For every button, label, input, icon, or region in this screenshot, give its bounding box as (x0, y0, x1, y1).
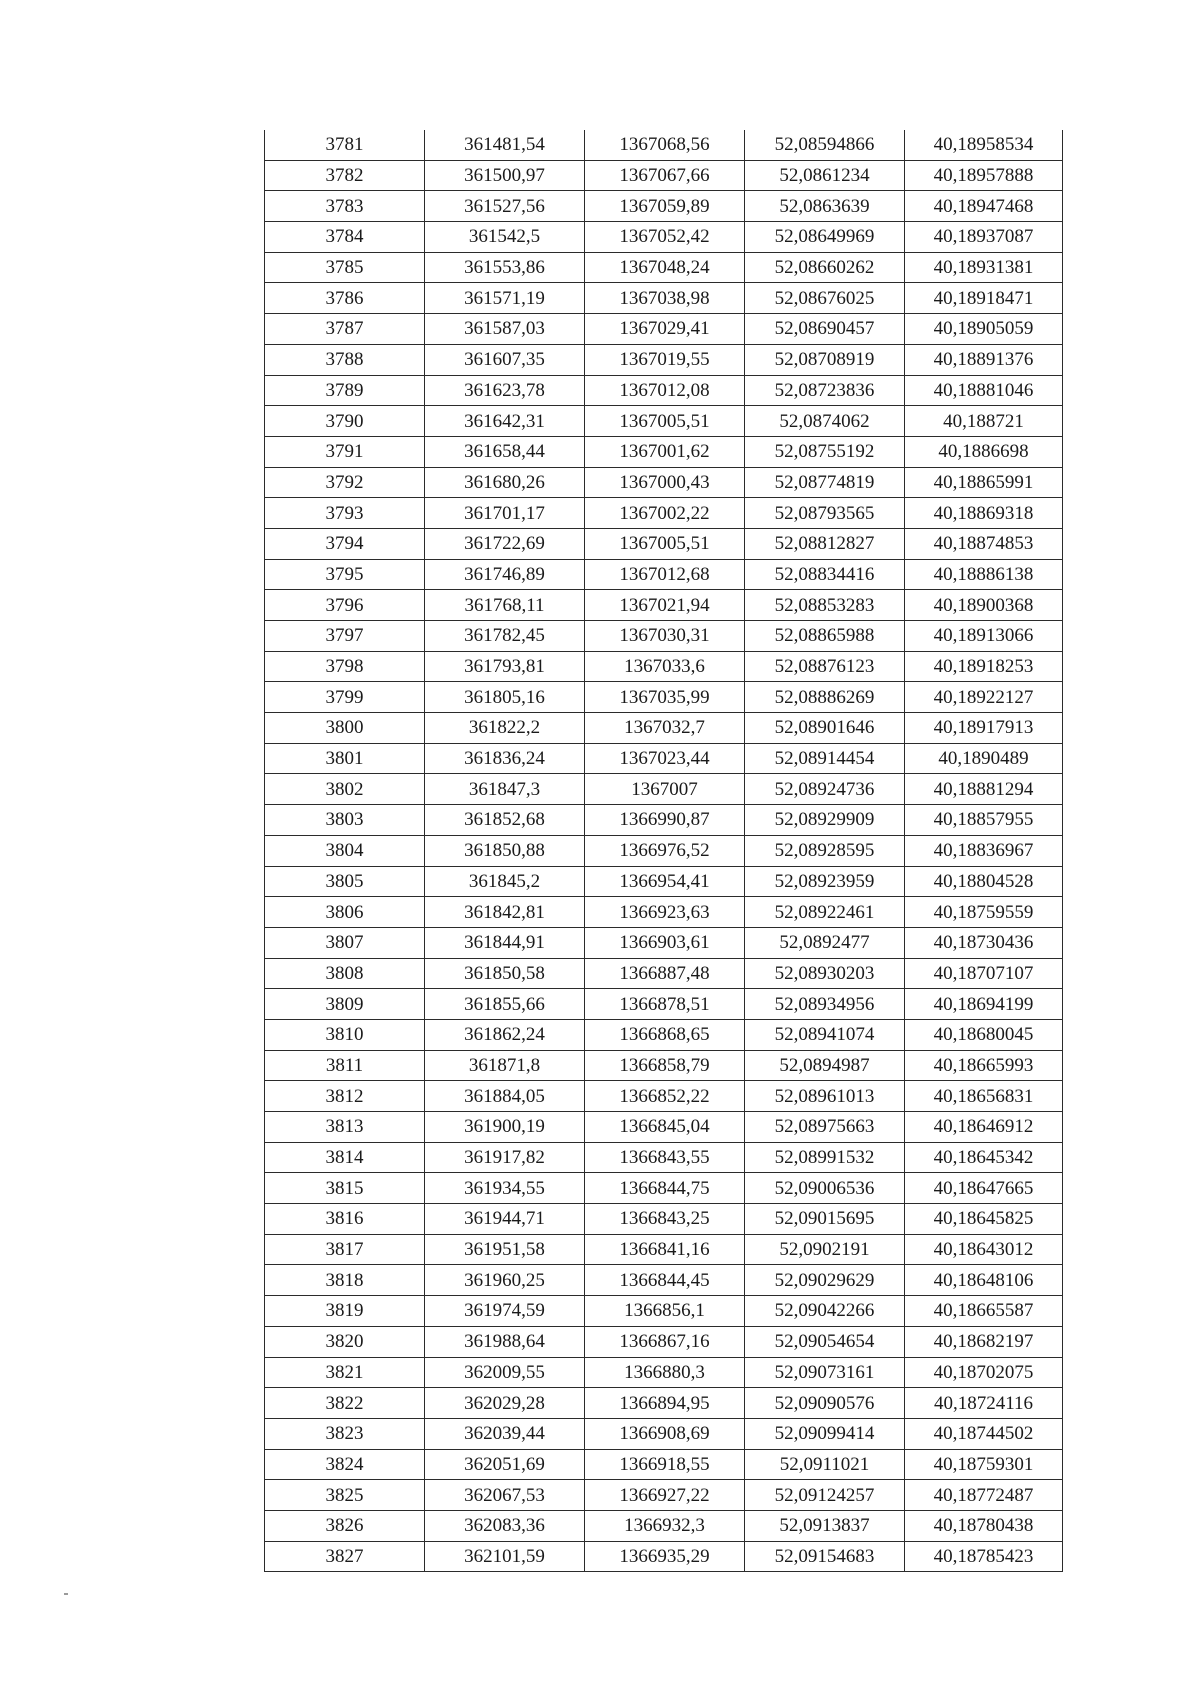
table-row (265, 713, 1063, 744)
point-number-cell: 3792 (265, 467, 425, 498)
point-number-cell: 3808 (265, 958, 425, 989)
longitude-cell: 40,18694199 (905, 989, 1063, 1020)
x-coordinate-cell: 361855,66 (425, 989, 585, 1020)
point-number-cell: 3800 (265, 713, 425, 744)
y-coordinate-cell: 1367032,7 (585, 713, 745, 744)
point-number-cell: 3818 (265, 1265, 425, 1296)
x-coordinate-cell: 362067,53 (425, 1480, 585, 1511)
table-row (265, 314, 1063, 345)
y-coordinate-cell: 1367002,22 (585, 498, 745, 529)
longitude-cell: 40,18905059 (905, 314, 1063, 345)
point-number-cell: 3795 (265, 559, 425, 590)
y-coordinate-cell: 1367068,56 (585, 130, 745, 160)
y-coordinate-cell: 1367030,31 (585, 621, 745, 652)
table-row (265, 283, 1063, 314)
x-coordinate-cell: 361623,78 (425, 375, 585, 406)
y-coordinate-cell: 1367052,42 (585, 222, 745, 253)
y-coordinate-cell: 1367005,51 (585, 528, 745, 559)
longitude-cell: 40,18886138 (905, 559, 1063, 590)
point-number-cell: 3817 (265, 1234, 425, 1265)
latitude-cell: 52,08929909 (745, 805, 905, 836)
longitude-cell: 40,18881046 (905, 375, 1063, 406)
y-coordinate-cell: 1367023,44 (585, 743, 745, 774)
y-coordinate-cell: 1367001,62 (585, 436, 745, 467)
longitude-cell: 40,18865991 (905, 467, 1063, 498)
x-coordinate-cell: 361862,24 (425, 1019, 585, 1050)
y-coordinate-cell: 1366852,22 (585, 1081, 745, 1112)
latitude-cell: 52,0894987 (745, 1050, 905, 1081)
latitude-cell: 52,09073161 (745, 1357, 905, 1388)
longitude-cell: 40,18665587 (905, 1296, 1063, 1327)
longitude-cell: 40,188721 (905, 406, 1063, 437)
longitude-cell: 40,18918253 (905, 651, 1063, 682)
latitude-cell: 52,09099414 (745, 1418, 905, 1449)
table-row (265, 344, 1063, 375)
latitude-cell: 52,09042266 (745, 1296, 905, 1327)
point-number-cell: 3812 (265, 1081, 425, 1112)
table-row (265, 1541, 1063, 1572)
y-coordinate-cell: 1367048,24 (585, 252, 745, 283)
latitude-cell: 52,08941074 (745, 1019, 905, 1050)
latitude-cell: 52,08774819 (745, 467, 905, 498)
longitude-cell: 40,18730436 (905, 927, 1063, 958)
table-row (265, 559, 1063, 590)
latitude-cell: 52,09154683 (745, 1541, 905, 1572)
x-coordinate-cell: 362009,55 (425, 1357, 585, 1388)
y-coordinate-cell: 1366923,63 (585, 897, 745, 928)
coordinates-table (264, 130, 1063, 1572)
x-coordinate-cell: 361553,86 (425, 252, 585, 283)
y-coordinate-cell: 1367007 (585, 774, 745, 805)
x-coordinate-cell: 361934,55 (425, 1173, 585, 1204)
x-coordinate-cell: 361917,82 (425, 1142, 585, 1173)
y-coordinate-cell: 1366844,75 (585, 1173, 745, 1204)
y-coordinate-cell: 1366841,16 (585, 1234, 745, 1265)
point-number-cell: 3785 (265, 252, 425, 283)
point-number-cell: 3815 (265, 1173, 425, 1204)
latitude-cell: 52,08853283 (745, 590, 905, 621)
latitude-cell: 52,09029629 (745, 1265, 905, 1296)
table-row (265, 375, 1063, 406)
table-row (265, 866, 1063, 897)
latitude-cell: 52,08934956 (745, 989, 905, 1020)
latitude-cell: 52,08793565 (745, 498, 905, 529)
latitude-cell: 52,08928595 (745, 835, 905, 866)
x-coordinate-cell: 361884,05 (425, 1081, 585, 1112)
table-row (265, 1050, 1063, 1081)
longitude-cell: 40,18724116 (905, 1388, 1063, 1419)
longitude-cell: 40,18900368 (905, 590, 1063, 621)
y-coordinate-cell: 1366935,29 (585, 1541, 745, 1572)
table-row (265, 1418, 1063, 1449)
point-number-cell: 3803 (265, 805, 425, 836)
point-number-cell: 3804 (265, 835, 425, 866)
longitude-cell: 40,18643012 (905, 1234, 1063, 1265)
table-row (265, 130, 1063, 160)
x-coordinate-cell: 361805,16 (425, 682, 585, 713)
longitude-cell: 40,1890489 (905, 743, 1063, 774)
table-row (265, 160, 1063, 191)
table-row (265, 252, 1063, 283)
table-row (265, 222, 1063, 253)
longitude-cell: 40,18680045 (905, 1019, 1063, 1050)
x-coordinate-cell: 361571,19 (425, 283, 585, 314)
latitude-cell: 52,08922461 (745, 897, 905, 928)
y-coordinate-cell: 1366858,79 (585, 1050, 745, 1081)
table-row (265, 1480, 1063, 1511)
y-coordinate-cell: 1366954,41 (585, 866, 745, 897)
point-number-cell: 3801 (265, 743, 425, 774)
y-coordinate-cell: 1366856,1 (585, 1296, 745, 1327)
point-number-cell: 3791 (265, 436, 425, 467)
point-number-cell: 3824 (265, 1449, 425, 1480)
y-coordinate-cell: 1367059,89 (585, 191, 745, 222)
latitude-cell: 52,0911021 (745, 1449, 905, 1480)
table-row (265, 774, 1063, 805)
point-number-cell: 3798 (265, 651, 425, 682)
x-coordinate-cell: 361768,11 (425, 590, 585, 621)
table-row (265, 958, 1063, 989)
latitude-cell: 52,09015695 (745, 1204, 905, 1235)
latitude-cell: 52,09090576 (745, 1388, 905, 1419)
point-number-cell: 3807 (265, 927, 425, 958)
y-coordinate-cell: 1367029,41 (585, 314, 745, 345)
latitude-cell: 52,08676025 (745, 283, 905, 314)
x-coordinate-cell: 361658,44 (425, 436, 585, 467)
latitude-cell: 52,08812827 (745, 528, 905, 559)
point-number-cell: 3781 (265, 130, 425, 160)
table-row (265, 528, 1063, 559)
longitude-cell: 40,18785423 (905, 1541, 1063, 1572)
latitude-cell: 52,0902191 (745, 1234, 905, 1265)
x-coordinate-cell: 361642,31 (425, 406, 585, 437)
table-row (265, 1265, 1063, 1296)
y-coordinate-cell: 1366927,22 (585, 1480, 745, 1511)
point-number-cell: 3820 (265, 1326, 425, 1357)
point-number-cell: 3796 (265, 590, 425, 621)
x-coordinate-cell: 361680,26 (425, 467, 585, 498)
table-row (265, 498, 1063, 529)
y-coordinate-cell: 1366868,65 (585, 1019, 745, 1050)
y-coordinate-cell: 1367012,68 (585, 559, 745, 590)
x-coordinate-cell: 361850,58 (425, 958, 585, 989)
longitude-cell: 40,18759301 (905, 1449, 1063, 1480)
point-number-cell: 3787 (265, 314, 425, 345)
x-coordinate-cell: 362029,28 (425, 1388, 585, 1419)
longitude-cell: 40,18772487 (905, 1480, 1063, 1511)
x-coordinate-cell: 361951,58 (425, 1234, 585, 1265)
y-coordinate-cell: 1366878,51 (585, 989, 745, 1020)
y-coordinate-cell: 1366843,55 (585, 1142, 745, 1173)
latitude-cell: 52,08660262 (745, 252, 905, 283)
y-coordinate-cell: 1366976,52 (585, 835, 745, 866)
point-number-cell: 3816 (265, 1204, 425, 1235)
y-coordinate-cell: 1366843,25 (585, 1204, 745, 1235)
x-coordinate-cell: 361842,81 (425, 897, 585, 928)
x-coordinate-cell: 362039,44 (425, 1418, 585, 1449)
point-number-cell: 3797 (265, 621, 425, 652)
longitude-cell: 40,18869318 (905, 498, 1063, 529)
longitude-cell: 40,18957888 (905, 160, 1063, 191)
point-number-cell: 3809 (265, 989, 425, 1020)
x-coordinate-cell: 361845,2 (425, 866, 585, 897)
longitude-cell: 40,18648106 (905, 1265, 1063, 1296)
longitude-cell: 40,18744502 (905, 1418, 1063, 1449)
x-coordinate-cell: 361607,35 (425, 344, 585, 375)
table-row (265, 682, 1063, 713)
coordinates-table-body (265, 130, 1063, 1572)
x-coordinate-cell: 362051,69 (425, 1449, 585, 1480)
longitude-cell: 40,18647665 (905, 1173, 1063, 1204)
latitude-cell: 52,0892477 (745, 927, 905, 958)
table-row (265, 1449, 1063, 1480)
table-row (265, 805, 1063, 836)
point-number-cell: 3786 (265, 283, 425, 314)
point-number-cell: 3823 (265, 1418, 425, 1449)
longitude-cell: 40,18645825 (905, 1204, 1063, 1235)
latitude-cell: 52,0874062 (745, 406, 905, 437)
longitude-cell: 40,18682197 (905, 1326, 1063, 1357)
latitude-cell: 52,08961013 (745, 1081, 905, 1112)
y-coordinate-cell: 1367067,66 (585, 160, 745, 191)
y-coordinate-cell: 1366887,48 (585, 958, 745, 989)
x-coordinate-cell: 361746,89 (425, 559, 585, 590)
table-row (265, 1204, 1063, 1235)
table-row (265, 835, 1063, 866)
y-coordinate-cell: 1367012,08 (585, 375, 745, 406)
latitude-cell: 52,08594866 (745, 130, 905, 160)
longitude-cell: 40,18922127 (905, 682, 1063, 713)
table-row (265, 1296, 1063, 1327)
y-coordinate-cell: 1367035,99 (585, 682, 745, 713)
latitude-cell: 52,09124257 (745, 1480, 905, 1511)
latitude-cell: 52,08991532 (745, 1142, 905, 1173)
latitude-cell: 52,08930203 (745, 958, 905, 989)
y-coordinate-cell: 1366903,61 (585, 927, 745, 958)
longitude-cell: 40,18931381 (905, 252, 1063, 283)
longitude-cell: 40,18646912 (905, 1112, 1063, 1143)
point-number-cell: 3782 (265, 160, 425, 191)
latitude-cell: 52,08723836 (745, 375, 905, 406)
point-number-cell: 3788 (265, 344, 425, 375)
longitude-cell: 40,18707107 (905, 958, 1063, 989)
latitude-cell: 52,09006536 (745, 1173, 905, 1204)
longitude-cell: 40,18702075 (905, 1357, 1063, 1388)
x-coordinate-cell: 361988,64 (425, 1326, 585, 1357)
longitude-cell: 40,18918471 (905, 283, 1063, 314)
x-coordinate-cell: 361852,68 (425, 805, 585, 836)
y-coordinate-cell: 1367033,6 (585, 651, 745, 682)
y-coordinate-cell: 1366908,69 (585, 1418, 745, 1449)
point-number-cell: 3790 (265, 406, 425, 437)
table-row (265, 1510, 1063, 1541)
x-coordinate-cell: 361722,69 (425, 528, 585, 559)
point-number-cell: 3789 (265, 375, 425, 406)
table-row (265, 743, 1063, 774)
y-coordinate-cell: 1367019,55 (585, 344, 745, 375)
point-number-cell: 3783 (265, 191, 425, 222)
x-coordinate-cell: 361701,17 (425, 498, 585, 529)
point-number-cell: 3799 (265, 682, 425, 713)
x-coordinate-cell: 361844,91 (425, 927, 585, 958)
table-row (265, 1173, 1063, 1204)
y-coordinate-cell: 1366845,04 (585, 1112, 745, 1143)
latitude-cell: 52,0861234 (745, 160, 905, 191)
y-coordinate-cell: 1367000,43 (585, 467, 745, 498)
y-coordinate-cell: 1366918,55 (585, 1449, 745, 1480)
latitude-cell: 52,08708919 (745, 344, 905, 375)
longitude-cell: 40,18937087 (905, 222, 1063, 253)
longitude-cell: 40,18881294 (905, 774, 1063, 805)
x-coordinate-cell: 361974,59 (425, 1296, 585, 1327)
table-row (265, 1081, 1063, 1112)
latitude-cell: 52,08923959 (745, 866, 905, 897)
longitude-cell: 40,18665993 (905, 1050, 1063, 1081)
table-row (265, 406, 1063, 437)
longitude-cell: 40,18780438 (905, 1510, 1063, 1541)
latitude-cell: 52,08901646 (745, 713, 905, 744)
table-row (265, 590, 1063, 621)
longitude-cell: 40,18947468 (905, 191, 1063, 222)
longitude-cell: 40,18836967 (905, 835, 1063, 866)
x-coordinate-cell: 361850,88 (425, 835, 585, 866)
x-coordinate-cell: 361542,5 (425, 222, 585, 253)
table-row (265, 927, 1063, 958)
point-number-cell: 3814 (265, 1142, 425, 1173)
longitude-cell: 40,18958534 (905, 130, 1063, 160)
table-row (265, 191, 1063, 222)
x-coordinate-cell: 361500,97 (425, 160, 585, 191)
latitude-cell: 52,08755192 (745, 436, 905, 467)
longitude-cell: 40,18891376 (905, 344, 1063, 375)
y-coordinate-cell: 1367038,98 (585, 283, 745, 314)
point-number-cell: 3784 (265, 222, 425, 253)
longitude-cell: 40,18874853 (905, 528, 1063, 559)
x-coordinate-cell: 361836,24 (425, 743, 585, 774)
longitude-cell: 40,18857955 (905, 805, 1063, 836)
longitude-cell: 40,18645342 (905, 1142, 1063, 1173)
table-row (265, 1112, 1063, 1143)
table-row (265, 1234, 1063, 1265)
point-number-cell: 3793 (265, 498, 425, 529)
table-row (265, 621, 1063, 652)
point-number-cell: 3810 (265, 1019, 425, 1050)
point-number-cell: 3826 (265, 1510, 425, 1541)
point-number-cell: 3806 (265, 897, 425, 928)
latitude-cell: 52,08690457 (745, 314, 905, 345)
point-number-cell: 3827 (265, 1541, 425, 1572)
point-number-cell: 3819 (265, 1296, 425, 1327)
table-row (265, 436, 1063, 467)
point-number-cell: 3794 (265, 528, 425, 559)
latitude-cell: 52,08865988 (745, 621, 905, 652)
point-number-cell: 3822 (265, 1388, 425, 1419)
x-coordinate-cell: 361960,25 (425, 1265, 585, 1296)
latitude-cell: 52,08886269 (745, 682, 905, 713)
point-number-cell: 3805 (265, 866, 425, 897)
longitude-cell: 40,18917913 (905, 713, 1063, 744)
y-coordinate-cell: 1366990,87 (585, 805, 745, 836)
latitude-cell: 52,08649969 (745, 222, 905, 253)
x-coordinate-cell: 362083,36 (425, 1510, 585, 1541)
latitude-cell: 52,09054654 (745, 1326, 905, 1357)
table-row (265, 1388, 1063, 1419)
x-coordinate-cell: 361587,03 (425, 314, 585, 345)
y-coordinate-cell: 1367021,94 (585, 590, 745, 621)
x-coordinate-cell: 361871,8 (425, 1050, 585, 1081)
x-coordinate-cell: 361527,56 (425, 191, 585, 222)
latitude-cell: 52,08876123 (745, 651, 905, 682)
latitude-cell: 52,0863639 (745, 191, 905, 222)
point-number-cell: 3811 (265, 1050, 425, 1081)
y-coordinate-cell: 1366844,45 (585, 1265, 745, 1296)
longitude-cell: 40,18804528 (905, 866, 1063, 897)
longitude-cell: 40,18656831 (905, 1081, 1063, 1112)
y-coordinate-cell: 1366880,3 (585, 1357, 745, 1388)
point-number-cell: 3825 (265, 1480, 425, 1511)
y-coordinate-cell: 1366932,3 (585, 1510, 745, 1541)
longitude-cell: 40,18913066 (905, 621, 1063, 652)
latitude-cell: 52,0913837 (745, 1510, 905, 1541)
x-coordinate-cell: 361847,3 (425, 774, 585, 805)
x-coordinate-cell: 361782,45 (425, 621, 585, 652)
y-coordinate-cell: 1366867,16 (585, 1326, 745, 1357)
longitude-cell: 40,18759559 (905, 897, 1063, 928)
table-row (265, 1326, 1063, 1357)
table-row (265, 1142, 1063, 1173)
point-number-cell: 3813 (265, 1112, 425, 1143)
x-coordinate-cell: 361793,81 (425, 651, 585, 682)
table-row (265, 651, 1063, 682)
y-coordinate-cell: 1366894,95 (585, 1388, 745, 1419)
table-row (265, 467, 1063, 498)
latitude-cell: 52,08924736 (745, 774, 905, 805)
table-row (265, 1019, 1063, 1050)
table-row (265, 989, 1063, 1020)
table-row (265, 897, 1063, 928)
x-coordinate-cell: 361944,71 (425, 1204, 585, 1235)
table-row (265, 1357, 1063, 1388)
latitude-cell: 52,08834416 (745, 559, 905, 590)
scan-speck (64, 1593, 68, 1595)
x-coordinate-cell: 361900,19 (425, 1112, 585, 1143)
longitude-cell: 40,1886698 (905, 436, 1063, 467)
latitude-cell: 52,08975663 (745, 1112, 905, 1143)
point-number-cell: 3802 (265, 774, 425, 805)
point-number-cell: 3821 (265, 1357, 425, 1388)
x-coordinate-cell: 361822,2 (425, 713, 585, 744)
y-coordinate-cell: 1367005,51 (585, 406, 745, 437)
x-coordinate-cell: 361481,54 (425, 130, 585, 160)
latitude-cell: 52,08914454 (745, 743, 905, 774)
x-coordinate-cell: 362101,59 (425, 1541, 585, 1572)
